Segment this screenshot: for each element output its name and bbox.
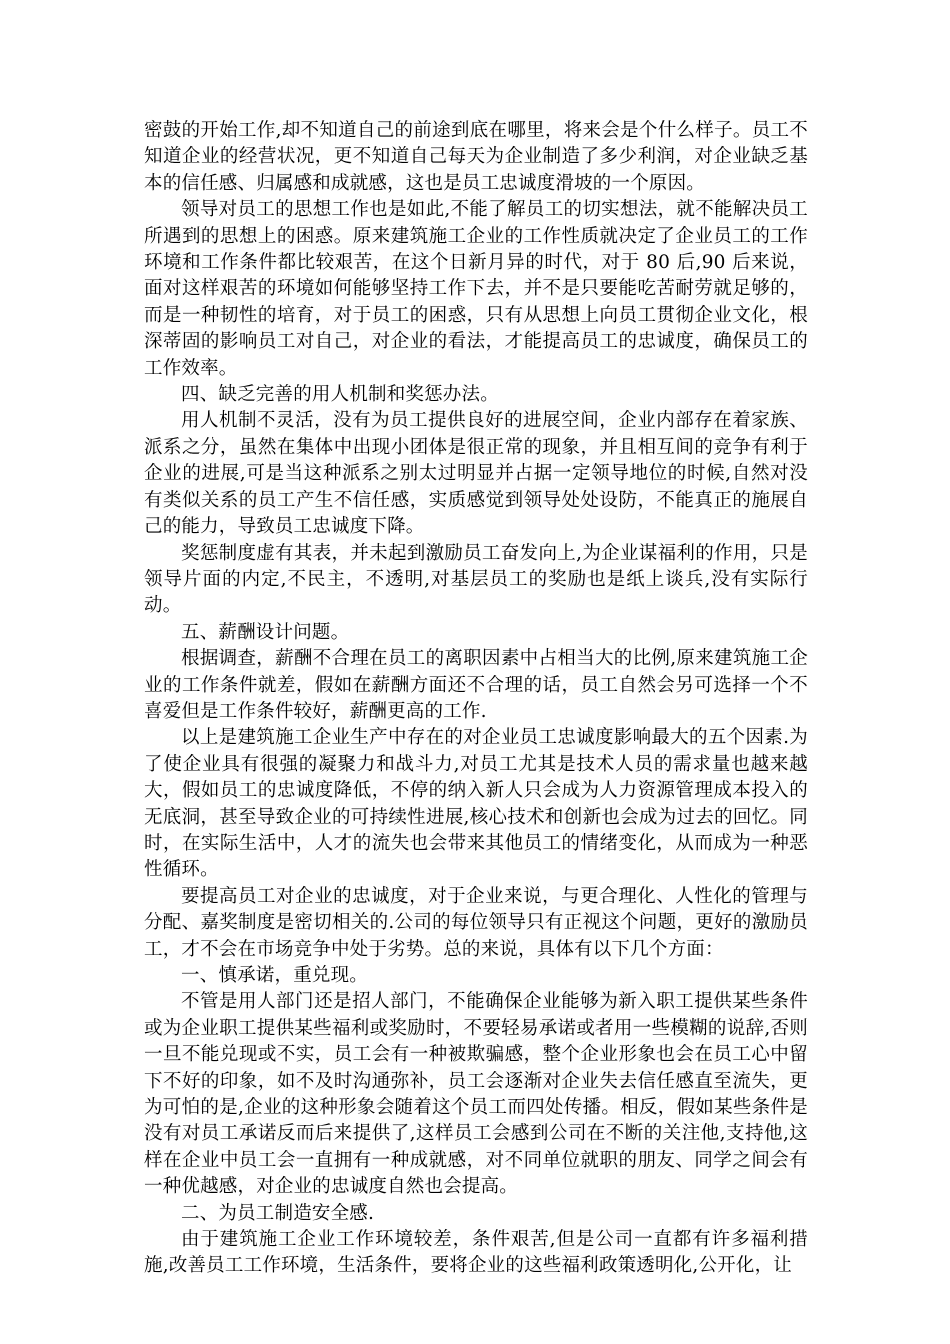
paragraph-promises: 不管是用人部门还是招人部门，不能确保企业能够为新入职工提供某些条件或为企业职工提供某些福利或奖励时，不要轻易承诺或者用一些模糊的说辞,否则一旦不能兑现或不实，员工会有一种被欺骗感，整个企业形象也会在员工心中留下不好的印象，如不及时沟通弥补，员工会逐渐对企业失去信任感直至流失，更为可怕的是,企业的这种形象会随着这个员工而四处传播。相反，假如某些条件是没有对员工承诺反而后来提供了,这样员工会感到公司在不断的关注他,支持他,这样在企业中员工会一直拥有一种成就感，对不同单位就职的朋友、同学之间会有一种优越感，对企业的忠诚度自然也会提高。 [144, 991, 808, 1198]
paragraph-hiring-mechanism: 用人机制不灵活，没有为员工提供良好的进展空间，企业内部存在着家族、派系之分，虽然在集体中出现小团体是很正常的现象，并且相互间的竞争有利于企业的进展,可是当这种派系之别太过明显并占据一定领导地位的时候,自然对没有类似关系的员工产生不信任感，实质感觉到领导处处设防，不能真正的施展自己的能力，导致员工忠诚度下降。 [144, 410, 808, 538]
document-page [144, 118, 808, 1280]
subsection-heading-2: 二、为员工制造安全感. [181, 1202, 375, 1224]
paragraph-improve-loyalty: 要提高员工对企业的忠诚度，对于企业来说，与更合理化、人性化的管理与分配、嘉奖制度是密切相关的.公司的每位领导只有正视这个问题，更好的激励员工，才不会在市场竞争中处于劣势。总的来说，具体有以下几个方面： [144, 885, 808, 960]
paragraph-five-factors: 以上是建筑施工企业生产中存在的对企业员工忠诚度影响最大的五个因素.为了使企业具有很强的凝聚力和战斗力,对员工尤其是技术人员的需求量也越来越大，假如员工的忠诚度降低，不停的纳入新人只会成为人力资源管理成本投入的无底洞，甚至导致企业的可持续性进展,核心技术和创新也会成为过去的回忆。同时，在实际生活中，人才的流失也会带来其他员工的情绪变化，从而成为一种恶性循环。 [144, 727, 808, 881]
paragraph-leadership-thought-work: 领导对员工的思想工作也是如此,不能了解员工的切实想法，就不能解决员工所遇到的思想上的困惑。原来建筑施工企业的工作性质就决定了企业员工的工作环境和工作条件都比较艰苦，在这个日新月异的时代，对于 80 后,90 后来说，面对这样艰苦的环境如何能够坚持工作下去，并不是只要能吃苦耐劳就足够的，而是一种韧性的培育，对于员工的困惑，只有从思想上向员工贯彻企业文化，根深蒂固的影响员工对自己，对企业的看法，才能提高员工的忠诚度，确保员工的工作效率。 [144, 199, 808, 379]
section-heading-4: 四、缺乏完善的用人机制和奖惩办法。 [181, 384, 499, 406]
paragraph-reward-system: 奖惩制度虚有其表，并未起到激励员工奋发向上,为企业谋福利的作用，只是领导片面的内定,不民主，不透明,对基层员工的奖励也是纸上谈兵,没有实际行动。 [144, 542, 808, 617]
paragraph-salary: 根据调查，薪酬不合理在员工的离职因素中占相当大的比例,原来建筑施工企业的工作条件就差，假如在薪酬方面还不合理的话，员工自然会另可选择一个不喜爱但是工作条件较好，薪酬更高的工作. [144, 648, 808, 722]
subsection-heading-1: 一、慎承诺，重兑现。 [181, 965, 369, 986]
paragraph-continuation: 密鼓的开始工作,却不知道自己的前途到底在哪里，将来会是个什么样子。员工不知道企业的经营状况，更不知道自己每天为企业制造了多少利润，对企业缺乏基本的信任感、归属感和成就感，这也是员工忠诚度滑坡的一个原因。 [144, 120, 808, 194]
paragraph-security: 由于建筑施工企业工作环境较差，条件艰苦,但是公司一直都有许多福利措施,改善员工工作环境，生活条件，要将企业的这些福利政策透明化,公开化，让 [144, 1229, 808, 1277]
section-heading-5: 五、薪酬设计问题。 [181, 621, 350, 643]
